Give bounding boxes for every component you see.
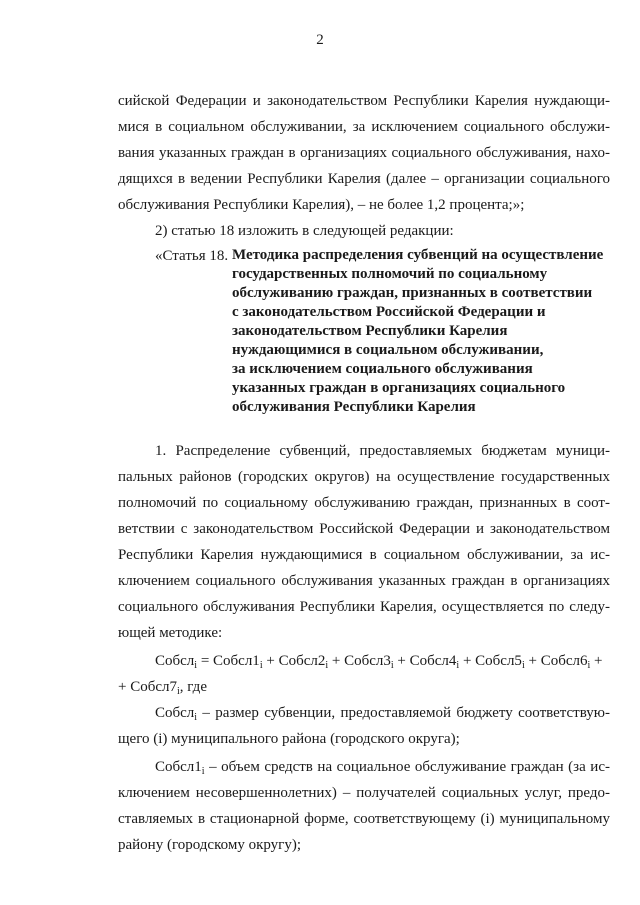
text-line: социального обслуживания Республики Карелия, осуществляется по следу- bbox=[118, 599, 610, 615]
article-title-line: обслуживанию граждан, признанных в соответствии bbox=[232, 285, 593, 301]
text-line: 1. Распределение субвенций, предоставляемых бюджетам муници- bbox=[155, 443, 610, 459]
article-title-line: с законодательством Российской Федерации и bbox=[232, 304, 546, 320]
text-line: ключением социального обслуживания указанных граждан в организациях bbox=[118, 573, 610, 589]
text-line: сийской Федерации и законодательством Республики Карелия нуждающи- bbox=[118, 93, 610, 109]
text-line: ветствии с законодательством Российской Федерации и законодательством bbox=[118, 521, 610, 537]
text-line: обслуживания Республики Карелия), – не более 1,2 процента;»; bbox=[118, 197, 525, 213]
definition-line: району (городскому округу); bbox=[118, 837, 301, 853]
article-title-line: законодательством Республики Карелия bbox=[232, 323, 508, 339]
text-line: Республики Карелия нуждающимися в социальном обслуживании, за ис- bbox=[118, 547, 610, 563]
text-line: ющей методике: bbox=[118, 625, 223, 641]
text-line: дящихся в ведении Республики Карелия (далее – организации социального bbox=[118, 171, 610, 187]
text-line: мися в социальном обслуживании, за исключением социального обслужи- bbox=[118, 119, 610, 135]
definition-line: щего (i) муниципального района (городского округа); bbox=[118, 731, 460, 747]
article-title-line: государственных полномочий по социальному bbox=[232, 266, 548, 282]
article-title-line: за исключением социального обслуживания bbox=[232, 361, 533, 377]
text-line: пальных районов (городских округов) на осуществление государственных bbox=[118, 469, 610, 485]
formula-line: + $Собсл7_i$, где bbox=[118, 679, 207, 697]
definition-line: ключением несовершеннолетних) – получателей социальных услуг, предо- bbox=[118, 785, 610, 801]
article-title-line: обслуживания Республики Карелия bbox=[232, 399, 476, 415]
definition-line: Собсл$_i$ – размер субвенции, предоставляемой бюджету соответствую- bbox=[155, 705, 610, 723]
amendment-item: 2) статью 18 изложить в следующей редакции: bbox=[155, 223, 454, 239]
article-title-line: указанных граждан в организациях социального bbox=[232, 380, 566, 396]
formula-line: Собсл$_i$ = $Собсл1_i$ + $Собсл2_i$ + $Собсл3_i$ + $Собсл4_i$ + $Собсл5_i$ + $Собсл6_i$ + bbox=[155, 653, 603, 671]
definition-line: ставляемых в стационарной форме, соответствующему (i) муниципальному bbox=[118, 811, 610, 827]
article-title-line: нуждающимися в социальном обслуживании, bbox=[232, 342, 544, 358]
page-number: 2 bbox=[316, 32, 324, 48]
text-line: полномочий по социальному обслуживанию граждан, признанных в соот- bbox=[118, 495, 610, 511]
definition-line: $Собсл1_i$ – объем средств на социальное обслуживание граждан (за ис- bbox=[155, 759, 610, 777]
article-title-line: Методика распределения субвенций на осуществление bbox=[232, 247, 604, 263]
article-prefix: «Статья 18. bbox=[155, 248, 229, 264]
text-line: вания указанных граждан в организациях социального обслуживания, нахо- bbox=[118, 145, 610, 161]
